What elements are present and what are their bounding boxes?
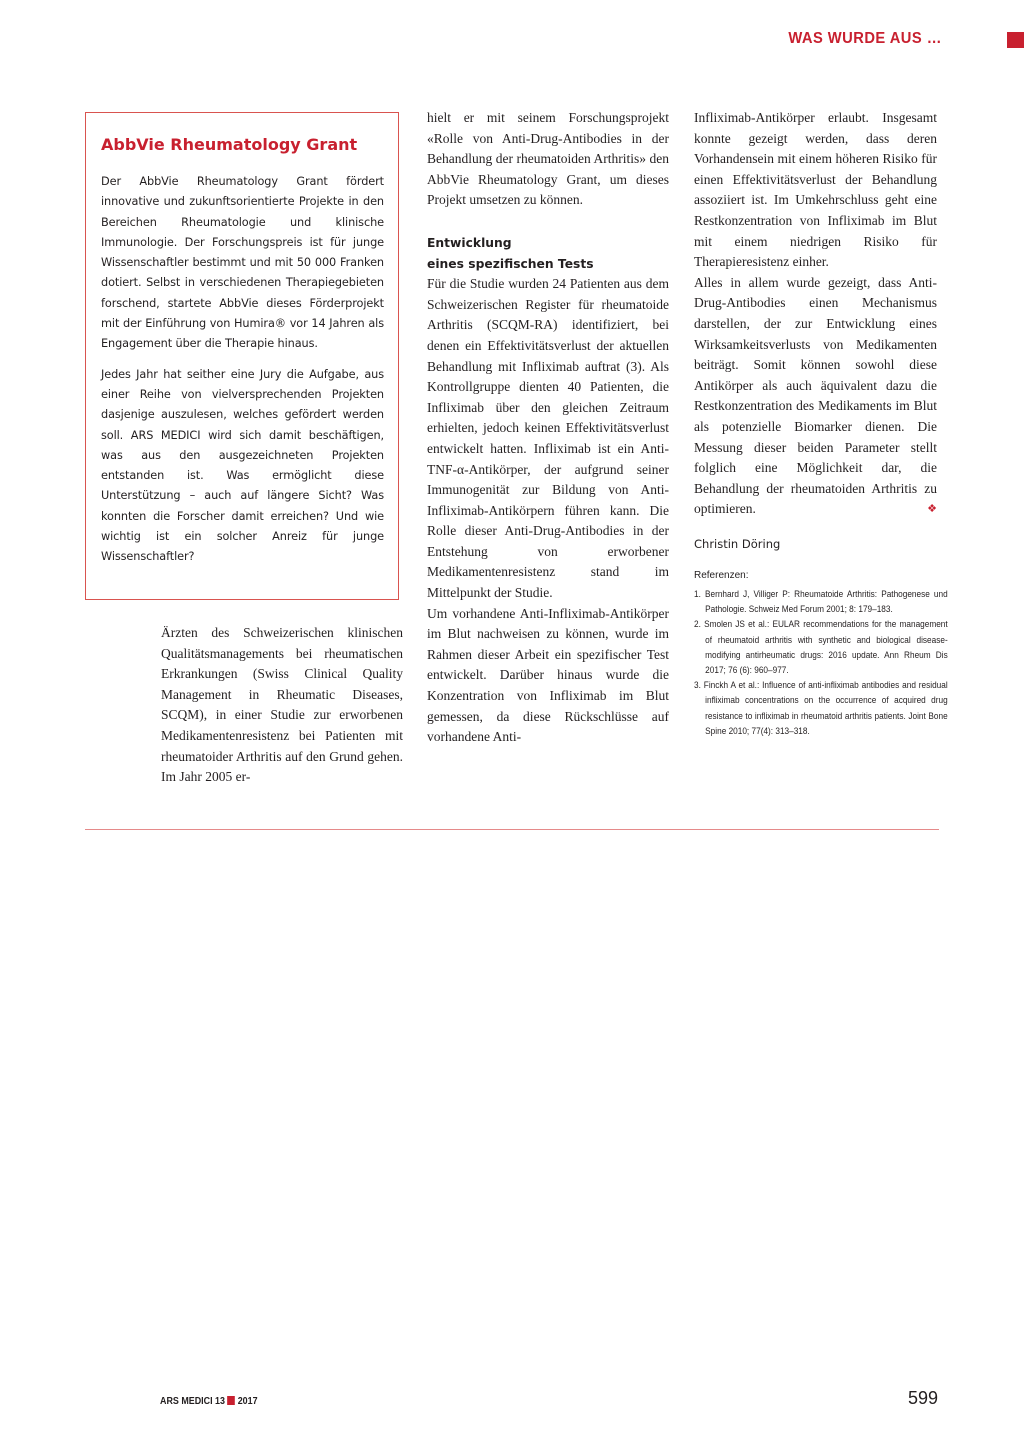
section-marker [1007, 32, 1024, 48]
end-mark-icon: ❖ [927, 503, 937, 516]
info-box-paragraph-1: Der AbbVie Rheumatology Grant fördert innovative und zukunftsorientierte Projekte in den Bereichen Rheumatologie und klinische Immunologie. Der Forschungspreis ist für junge Wissenschaftler bestimmt und mit 50 000 Franken dotiert. Selbst in verschiedenen Therapiegebieten forschend, startete AbbVie dieses Förderprojekt mit der Einführung von Humira® vor 14 Jahren als Engagement über die Therapie hinaus. [101, 175, 384, 351]
article-column-3 [694, 108, 948, 739]
section-divider [85, 829, 939, 830]
article-column-1 [161, 623, 403, 788]
references-title: Referenzen: [694, 570, 749, 582]
section-title: WAS WURDE AUS … [788, 30, 942, 47]
subheading-line-2: eines spezifischen Tests [427, 256, 594, 271]
subheading [427, 233, 669, 274]
article-column-2 [427, 108, 669, 748]
reference-item: 1. Bernhard J, Villiger P: Rheumatoide Arthritis: Pathogenese und Pathologie. Schweiz Med Forum 2001; 8: 179–183. [694, 589, 948, 616]
column2-text-3: Um vorhandene Anti-Infliximab-Antikörper im Blut nachweisen zu können, wurde im Rahmen dieser Arbeit ein spezifischer Test entwickelt. Darüber hinaus wurde die Konzentration von Infliximab im Blut gemessen, da diese Rückschlüsse auf vorhandene Anti- [427, 605, 669, 745]
author-name: Christin Döring [694, 536, 781, 551]
references-list [694, 587, 948, 739]
column3-text-1: Infliximab-Antikörper erlaubt. Insgesamt konnte gezeigt werden, dass deren Vorhandensein mit einem höheren Risiko für einen Effektivitätsverlust der Behandlung assoziiert ist. Im Umkehrschluss geht eine Restkonzentration von Infliximab im Blut mit einem niedrigen Risiko für Therapieresistenz einher. [694, 110, 937, 270]
journal-year: 2017 [237, 1395, 258, 1407]
column3-text-2 [694, 273, 937, 520]
column1-text: Ärzten des Schweizerischen klinischen Qualitätsmanagements bei rheumatischen Erkrankungen (Swiss Clinical Quality Management in Rheumatic Diseases, SCQM), in einer Studie zur erworbenen Medikamentenresistenz bei Patienten mit rheumatoider Arthritis auf den Grund gehen. Im Jahr 2005 er- [161, 625, 403, 785]
info-box-paragraph-2: Jedes Jahr hat seither eine Jury die Aufgabe, aus einer Reihe von vielversprechenden Projekten dasjenige auszulesen, welches gefördert werden soll. ARS MEDICI wird sich damit beschäftigen, was aus den ausgezeichneten Projekten entstanden ist. Was ermöglicht diese Unterstützung – auch auf längere Sicht? Was konnten die Forscher damit erreichen? Und wie wichtig ist ein solcher Anreiz für junge Wissenschaftler? [101, 367, 384, 564]
reference-item: 3. Finckh A et al.: Influence of anti-infliximab antibodies and residual infliximab concentrations on the occurrence of acquired drug resistance to infliximab in rheumatoid arthritis patients. Joint Bone Spine 2010; 77(4): 313–318. [694, 680, 948, 737]
footer-marker [228, 1396, 236, 1405]
footer-journal [160, 1395, 258, 1407]
reference-item: 2. Smolen JS et al.: EULAR recommendations for the management of rheumatoid arthritis with synthetic and biological disease-modifying antirheumatic drugs: 2016 update. Ann Rheum Dis 2017; 76 (6): 960–977. [694, 619, 948, 677]
subheading-line-1: Entwicklung [427, 235, 512, 250]
info-box-title: AbbVie Rheumatology Grant [101, 135, 358, 154]
column2-text-2: Für die Studie wurden 24 Patienten aus dem Schweizerischen Register für rheumatoide Arthritis (SCQM-RA) identifiziert, bei denen ein Effektivitätsverlust der aktuellen Behandlung mit Infliximab auftrat (3). Als Kontrollgruppe dienten 40 Patienten, die Infliximab über den gleichen Zeitraum erhielten, jedoch keinen Effektivitätsverlust entwickelt hatten. Infliximab ist ein Anti-TNF-α-Antikörper, der aufgrund seiner Immunogenität zur Bildung von Anti-Infliximab-Antikörpern führen kann. Die Rolle dieser Anti-Drug-Antibodies in der Entstehung von erworbener Medikamentenresistenz stand im Mittelpunkt der Studie. [427, 276, 669, 601]
info-box [85, 112, 399, 600]
column2-text-1: hielt er mit seinem Forschungsprojekt «Rolle von Anti-Drug-Antibodies in der Behandlung der rheumatoiden Arthritis» den AbbVie Rheumatology Grant, um dieses Projekt umsetzen zu können. [427, 110, 669, 208]
journal-name: ARS MEDICI 13 [160, 1395, 225, 1407]
column3-text-2-body: Alles in allem wurde gezeigt, dass Anti-Drug-Antibodies einen Mechanismus darstellen, der zur Entwicklung eines Wirksamkeitsverlusts von Medikamenten beiträgt. Somit können sowohl diese Antikörper als auch äquivalent dazu die Restkonzentration des Medikaments im Blut als potenzielle Biomarker dienen. Die Messung dieser beiden Parameter stellt folglich eine Möglichkeit dar, die Behandlung der rheumatoiden Arthritis zu optimieren. [694, 274, 937, 517]
page-number: 599 [907, 1388, 938, 1408]
